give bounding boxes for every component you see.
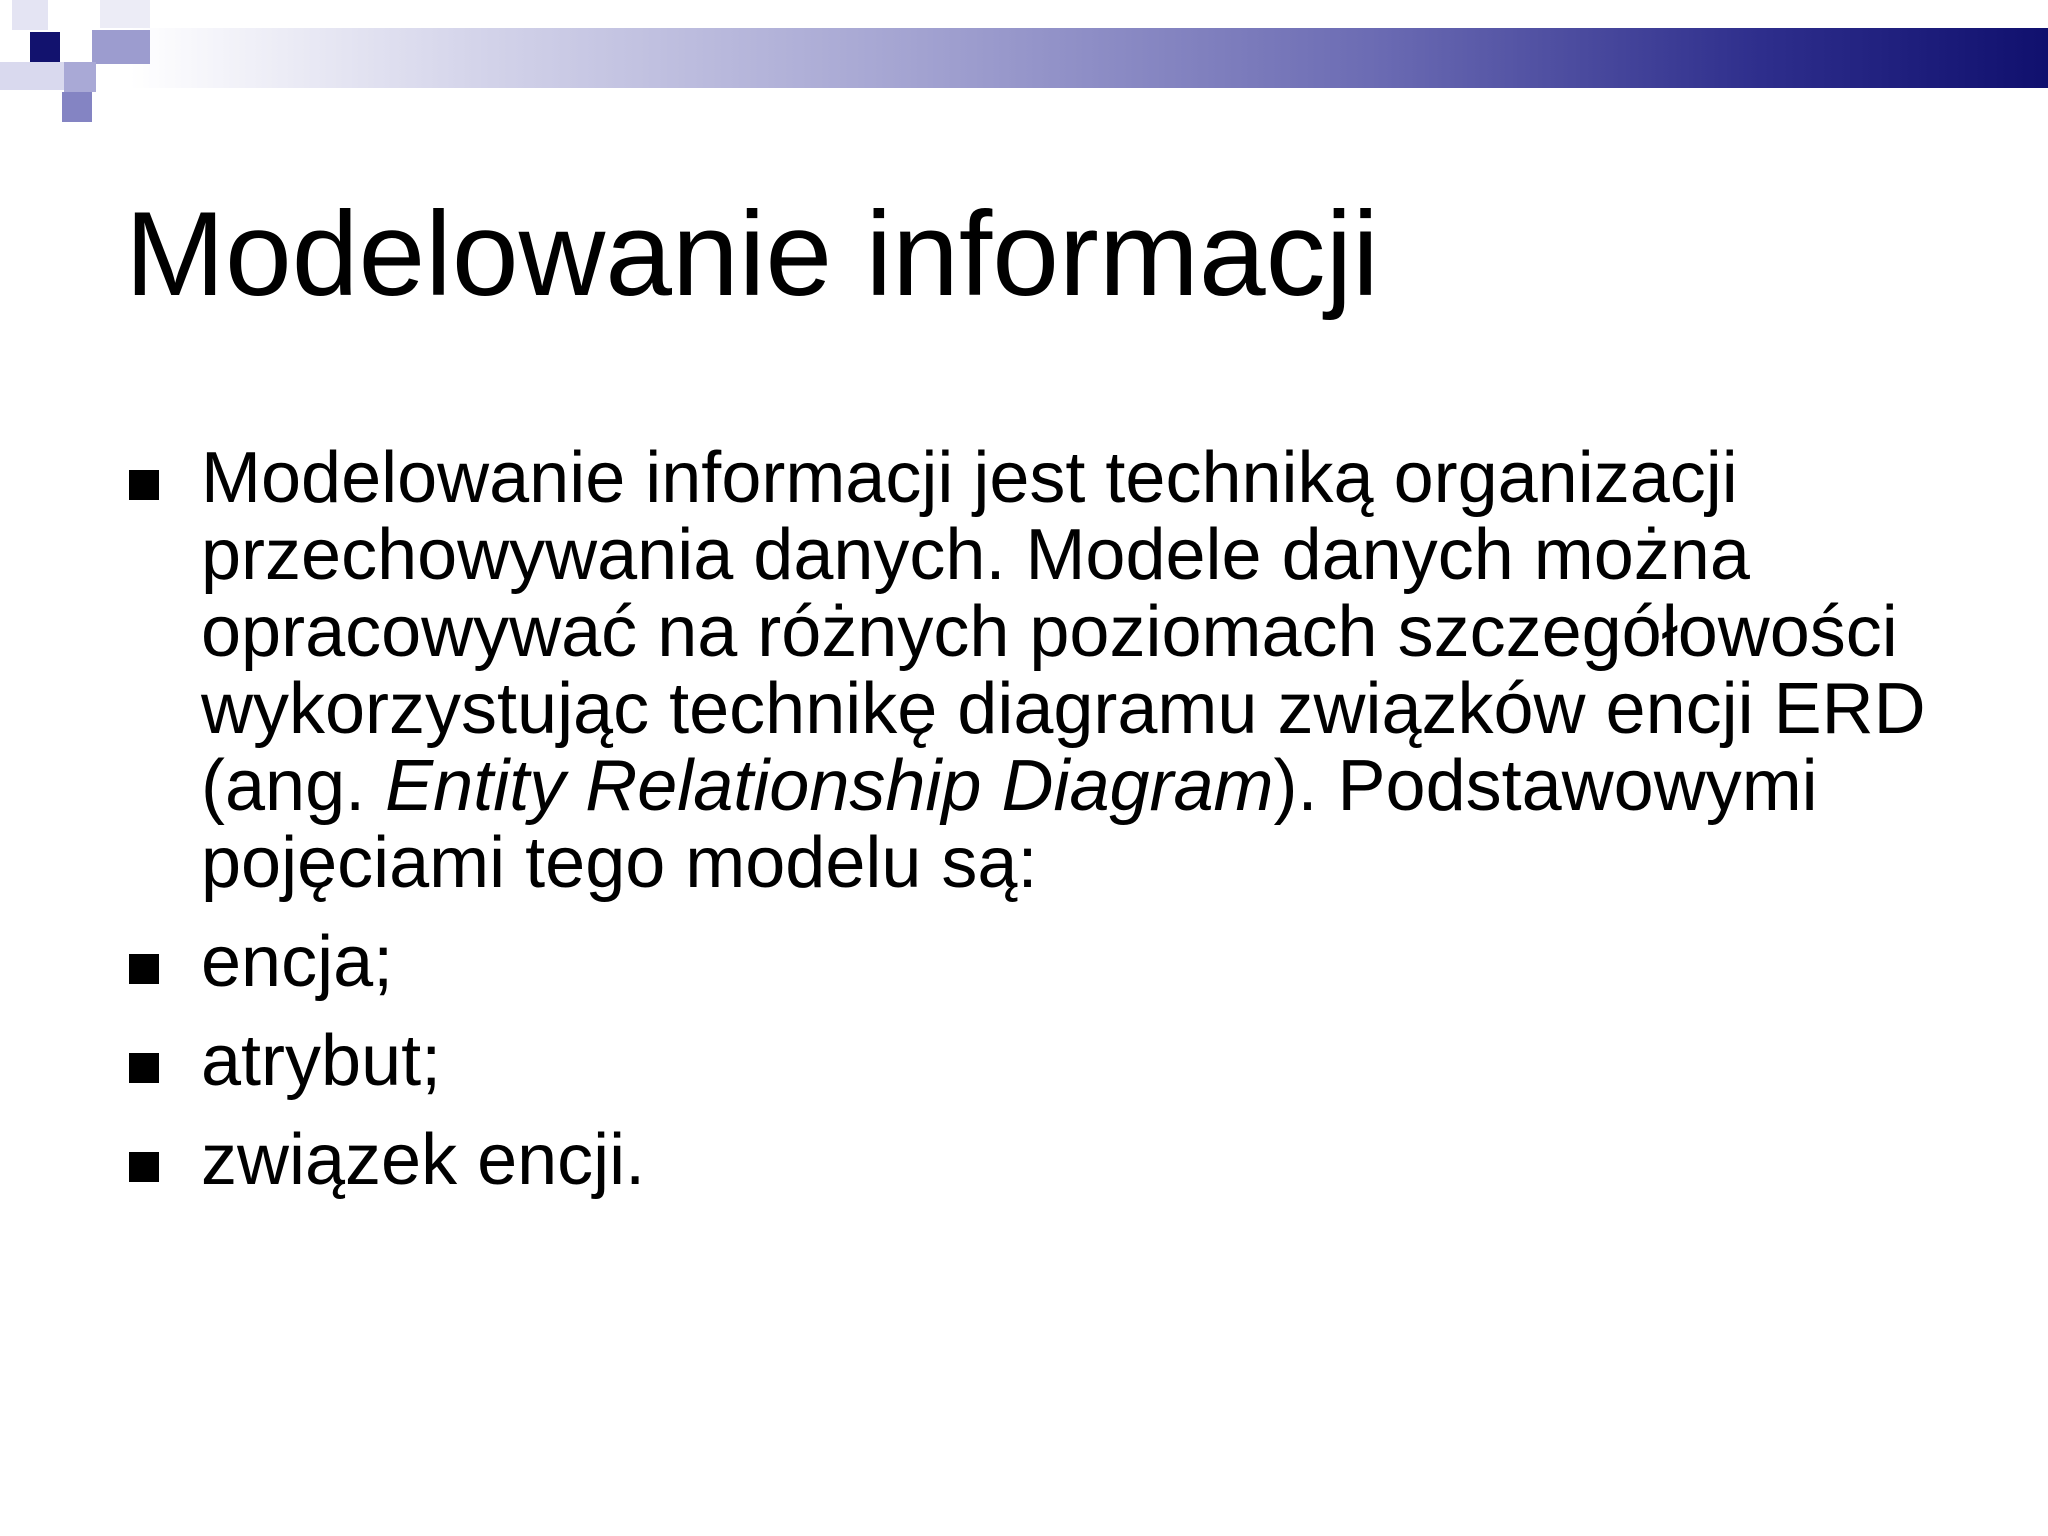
decorative-square [92, 30, 150, 64]
decorative-square [0, 62, 64, 90]
intro-text-part1: Modelowanie informacji jest techniką organizacji przechowywania danych. Modele danych można opracowywać na różnych poziomach szczegółowości wykorzystując technikę diagramu związków encji ERD (ang. [201, 438, 1926, 826]
intro-text-part2: ). Podstawowymi pojęciami tego modelu są: [201, 746, 1818, 903]
square-bullet-icon [129, 1152, 159, 1182]
bullet-item [125, 1122, 2005, 1199]
square-bullet-icon [129, 1053, 159, 1083]
decorative-square [64, 62, 96, 92]
square-bullet-icon [129, 470, 159, 500]
header-gradient-band [130, 28, 2048, 88]
square-bullet-icon [129, 954, 159, 984]
bullet-intro [125, 440, 2005, 902]
bullet-item-text: encja; [201, 922, 394, 1002]
decorative-square [30, 32, 60, 62]
decorative-square [100, 0, 150, 28]
bullet-item [125, 1023, 2005, 1100]
bullet-item-text: atrybut; [201, 1021, 442, 1101]
decorative-square [62, 92, 92, 122]
bullet-item [125, 924, 2005, 1001]
bullet-list [125, 440, 2005, 1221]
decorative-square [12, 0, 48, 30]
slide-title: Modelowanie informacji [125, 187, 1379, 321]
intro-italic-term: Entity Relationship Diagram [385, 746, 1274, 826]
intro-paragraph [201, 438, 1926, 903]
bullet-item-text: związek encji. [201, 1120, 646, 1200]
